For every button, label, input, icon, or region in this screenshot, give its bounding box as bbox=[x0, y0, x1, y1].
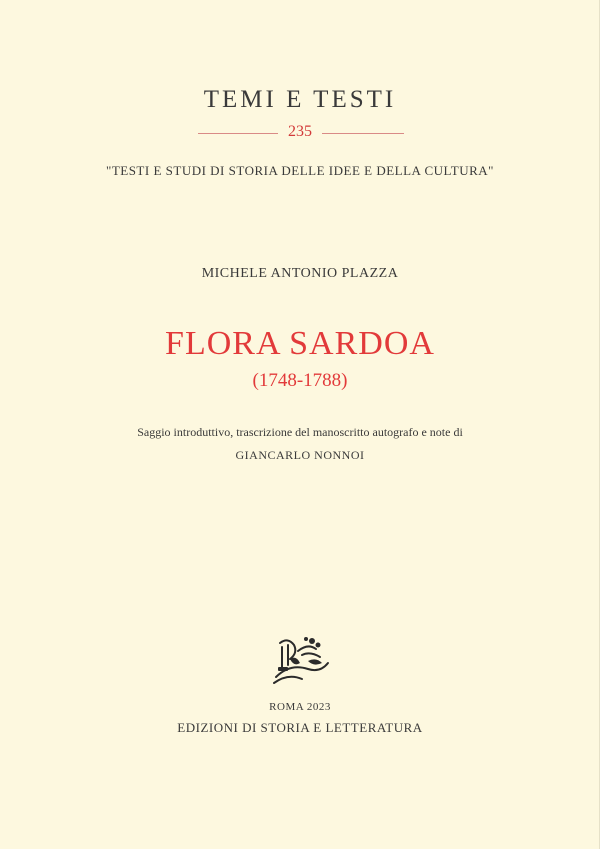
book-title: FLORA SARDOA bbox=[165, 325, 435, 362]
series-number: 235 bbox=[288, 123, 312, 140]
place-year: ROMA 2023 bbox=[269, 701, 331, 713]
editor-name: GIANCARLO NONNOI bbox=[235, 448, 365, 462]
book-dates: (1748-1788) bbox=[252, 370, 348, 391]
publisher-name: EDIZIONI DI STORIA E LETTERATURA bbox=[177, 720, 423, 735]
series-subtitle: "TESTI E STUDI DI STORIA DELLE IDEE E DELLA CULTURA" bbox=[106, 163, 494, 178]
series-title: TEMI E TESTI bbox=[203, 86, 397, 113]
series-rule-right bbox=[322, 133, 404, 134]
publisher-emblem-icon bbox=[268, 633, 334, 689]
credits-line: Saggio introduttivo, trascrizione del manoscritto autografo e note di bbox=[137, 425, 463, 439]
author-name: MICHELE ANTONIO PLAZZA bbox=[201, 266, 399, 281]
